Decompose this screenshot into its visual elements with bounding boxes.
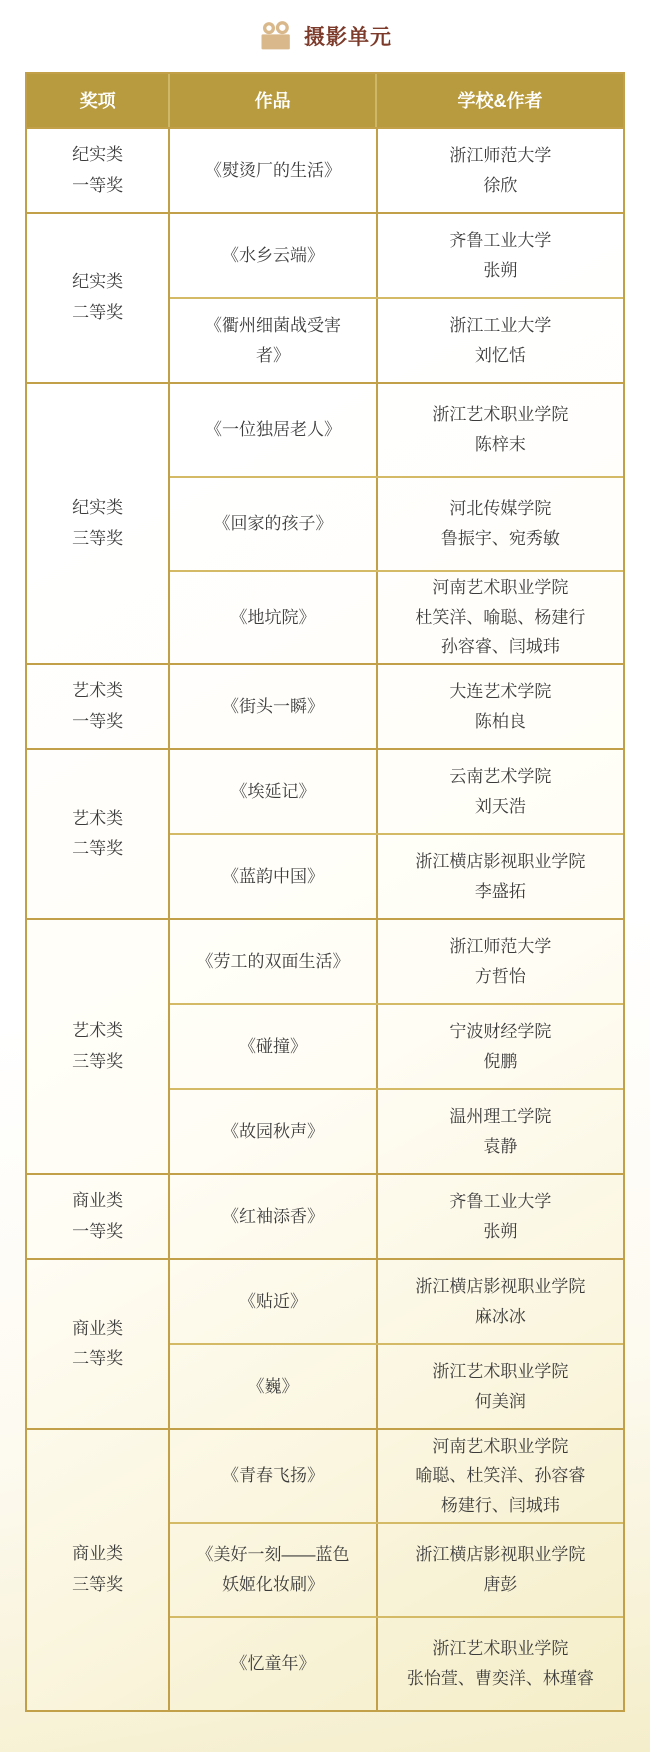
work-title-line: 《水乡云端》 — [222, 245, 325, 265]
award-label-line: 纪实类 — [72, 498, 124, 518]
work-title-line: 《地坑院》 — [230, 607, 316, 627]
school-author-line: 浙江师范大学 — [449, 937, 552, 956]
award-label-line: 艺术类 — [72, 808, 124, 828]
work-title-cell — [170, 1005, 376, 1088]
work-title-line: 妖姬化妆刷》 — [222, 1574, 325, 1594]
table-row — [170, 1522, 623, 1616]
work-title-line: 《熨烫厂的生活》 — [205, 160, 342, 180]
award-group — [27, 127, 623, 212]
table-row — [170, 1088, 623, 1173]
work-title-cell — [170, 1345, 376, 1428]
award-label-line: 商业类 — [72, 1544, 124, 1564]
entries — [168, 750, 623, 918]
school-author-line: 大连艺术学院 — [449, 682, 552, 701]
table-row — [170, 665, 623, 748]
school-author-line: 陈柏良 — [474, 711, 526, 731]
work-title-cell — [170, 384, 376, 476]
school-author-line: 方哲怡 — [474, 966, 526, 986]
school-author-line: 喻聪、杜笑洋、孙容睿 — [415, 1466, 586, 1486]
school-author-line: 河北传媒学院 — [449, 498, 552, 518]
school-author-line: 徐欣 — [483, 175, 518, 195]
work-title-line: 《忆童年》 — [230, 1653, 316, 1673]
school-author-cell — [376, 1524, 623, 1616]
school-author-cell — [376, 750, 623, 833]
school-author-cell — [376, 478, 623, 570]
school-author-line: 温州理工学院 — [449, 1107, 552, 1126]
page-title: 摄影单元 — [304, 26, 392, 49]
table-row — [170, 570, 623, 664]
work-title-line: 《碰撞》 — [239, 1036, 308, 1056]
work-title-line: 《回家的孩子》 — [213, 513, 333, 533]
award-label-line: 艺术类 — [72, 681, 124, 701]
table-row — [170, 476, 623, 570]
table-header-row — [27, 74, 623, 127]
school-author-line: 杨建行、闫城玮 — [440, 1496, 560, 1515]
work-title-line: 《巍》 — [247, 1376, 299, 1396]
award-cell — [27, 1175, 168, 1258]
table-row — [170, 384, 623, 476]
award-cell — [27, 129, 168, 212]
section-title-bar — [0, 0, 650, 72]
school-author-line: 唐彭 — [483, 1574, 518, 1594]
school-author-line: 浙江艺术职业学院 — [432, 1638, 569, 1658]
school-author-cell — [376, 1430, 623, 1522]
school-author-line: 浙江师范大学 — [449, 145, 552, 165]
header-work: 作品 — [168, 74, 375, 127]
award-group — [27, 382, 623, 663]
work-title-cell — [170, 920, 376, 1003]
work-title-cell — [170, 1618, 376, 1710]
school-author-cell — [376, 129, 623, 212]
award-label-line: 商业类 — [72, 1318, 124, 1338]
header-award: 奖项 — [79, 91, 116, 111]
work-title-line: 《青春飞扬》 — [222, 1466, 325, 1486]
table-row — [170, 1003, 623, 1088]
work-title-line: 《一位独居老人》 — [205, 420, 342, 439]
school-author-line: 何美润 — [474, 1391, 526, 1411]
table-row — [170, 297, 623, 382]
table-row — [170, 1616, 623, 1710]
school-author-line: 浙江横店影视职业学院 — [415, 1277, 586, 1296]
table-row — [170, 750, 623, 833]
work-title-cell — [170, 129, 376, 212]
school-author-line: 浙江工业大学 — [449, 315, 552, 335]
award-cell — [27, 665, 168, 748]
table-body — [27, 127, 623, 1710]
work-title-line: 《衢州细菌战受害 — [205, 315, 342, 335]
table-row — [170, 1260, 623, 1343]
award-group — [27, 748, 623, 918]
award-label-line: 商业类 — [72, 1191, 124, 1211]
award-group — [27, 918, 623, 1173]
school-author-cell — [376, 214, 623, 297]
work-title-line: 《街头一瞬》 — [222, 696, 325, 716]
award-group — [27, 212, 623, 382]
work-title-line: 《红袖添香》 — [222, 1206, 325, 1226]
work-title-cell — [170, 665, 376, 748]
award-label-line: 二等奖 — [72, 839, 124, 859]
entries — [168, 129, 623, 212]
school-author-cell — [376, 1005, 623, 1088]
school-author-line: 李盛拓 — [474, 881, 526, 901]
work-title-cell — [170, 1430, 376, 1522]
work-title-cell — [170, 835, 376, 918]
school-author-line: 张朔 — [483, 1221, 518, 1241]
school-author-cell — [376, 665, 623, 748]
school-author-line: 孙容睿、闫城玮 — [440, 637, 560, 657]
table-row — [170, 833, 623, 918]
award-label-line: 一等奖 — [72, 1221, 124, 1241]
work-title-cell — [170, 299, 376, 382]
school-author-line: 刘忆恬 — [474, 345, 526, 365]
entries — [168, 1430, 623, 1709]
work-title-line: 《贴近》 — [239, 1291, 308, 1311]
work-title-line: 《劳工的双面生活》 — [196, 951, 350, 971]
school-author-line: 张怡萱、曹奕洋、林瑾睿 — [406, 1668, 594, 1688]
school-author-cell — [376, 572, 623, 664]
work-title-line: 者》 — [256, 345, 291, 365]
award-group — [27, 1428, 623, 1709]
award-label-line: 二等奖 — [72, 303, 124, 322]
school-author-cell — [376, 299, 623, 382]
work-title-cell — [170, 214, 376, 297]
work-title-cell — [170, 1524, 376, 1616]
award-cell — [27, 1260, 168, 1428]
award-label-line: 艺术类 — [72, 1021, 124, 1041]
school-author-line: 浙江横店影视职业学院 — [415, 1545, 586, 1565]
school-author-line: 杜笑洋、喻聪、杨建行 — [415, 607, 586, 627]
school-author-cell — [376, 1260, 623, 1343]
work-title-line: 《蓝韵中国》 — [222, 866, 325, 886]
award-group — [27, 1258, 623, 1428]
school-author-line: 麻冰冰 — [474, 1306, 526, 1326]
header-school-author: 学校&作者 — [375, 74, 623, 127]
school-author-line: 齐鲁工业大学 — [449, 230, 552, 250]
work-title-line: 《美好一刻——蓝色 — [196, 1545, 350, 1565]
school-author-cell — [376, 1090, 623, 1173]
school-author-cell — [376, 1175, 623, 1258]
award-label-line: 三等奖 — [72, 528, 124, 548]
school-author-line: 袁静 — [483, 1136, 518, 1156]
award-label-line: 一等奖 — [72, 175, 124, 195]
award-label-line: 纪实类 — [72, 272, 124, 292]
entries — [168, 214, 623, 382]
school-author-cell — [376, 920, 623, 1003]
award-group — [27, 1173, 623, 1258]
award-cell — [27, 1430, 168, 1709]
school-author-line: 浙江横店影视职业学院 — [415, 852, 586, 871]
school-author-line: 河南艺术职业学院 — [432, 577, 569, 597]
work-title-cell — [170, 1260, 376, 1343]
school-author-cell — [376, 1345, 623, 1428]
work-title-cell — [170, 478, 376, 570]
award-label-line: 纪实类 — [72, 144, 124, 164]
school-author-cell — [376, 835, 623, 918]
award-cell — [27, 214, 168, 382]
awards-table — [25, 72, 625, 1712]
award-group — [27, 663, 623, 748]
award-label-line: 一等奖 — [72, 711, 124, 731]
school-author-line: 齐鲁工业大学 — [449, 1192, 552, 1211]
school-author-cell — [376, 1618, 623, 1710]
entries — [168, 1260, 623, 1428]
work-title-cell — [170, 1175, 376, 1258]
work-title-cell — [170, 1090, 376, 1173]
award-cell — [27, 750, 168, 918]
table-row — [170, 214, 623, 297]
school-author-line: 河南艺术职业学院 — [432, 1436, 569, 1456]
work-title-cell — [170, 750, 376, 833]
entries — [168, 665, 623, 748]
school-author-line: 倪鹏 — [483, 1051, 518, 1071]
table-row — [170, 1175, 623, 1258]
work-title-cell — [170, 572, 376, 664]
award-label-line: 三等奖 — [72, 1574, 124, 1594]
school-author-line: 宁波财经学院 — [449, 1022, 552, 1041]
school-author-line: 鲁振宇、宛秀敏 — [440, 528, 560, 548]
award-cell — [27, 384, 168, 663]
table-row — [170, 129, 623, 212]
school-author-line: 浙江艺术职业学院 — [432, 1362, 569, 1381]
school-author-line: 刘天浩 — [474, 796, 526, 816]
work-title-line: 《故园秋声》 — [222, 1121, 325, 1141]
bottom-spacer — [0, 1712, 650, 1752]
award-label-line: 二等奖 — [72, 1349, 124, 1369]
school-author-line: 陈梓末 — [474, 434, 526, 454]
table-row — [170, 920, 623, 1003]
school-author-line: 浙江艺术职业学院 — [432, 405, 569, 425]
school-author-line: 张朔 — [483, 260, 518, 280]
entries — [168, 384, 623, 663]
entries — [168, 920, 623, 1173]
award-label-line: 三等奖 — [72, 1051, 124, 1071]
table-row — [170, 1430, 623, 1522]
entries — [168, 1175, 623, 1258]
work-title-line: 《埃延记》 — [230, 781, 316, 801]
camera-icon — [258, 21, 295, 51]
table-row — [170, 1343, 623, 1428]
school-author-line: 云南艺术学院 — [449, 767, 552, 786]
school-author-cell — [376, 384, 623, 476]
award-cell — [27, 920, 168, 1173]
